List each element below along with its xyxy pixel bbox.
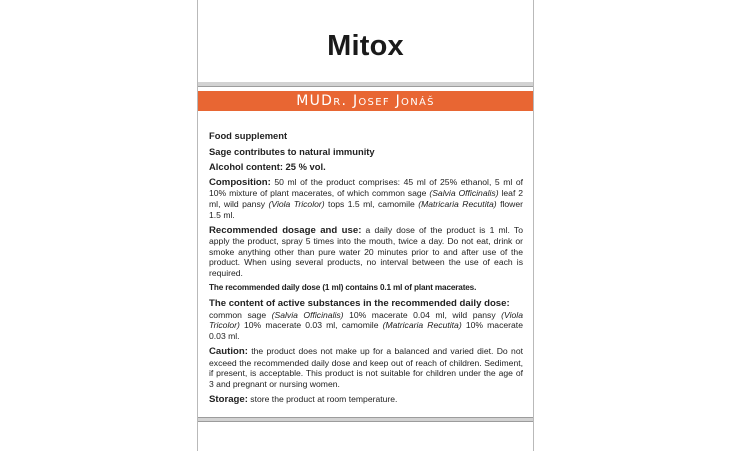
composition-text-4: flower 1.5 ml. bbox=[209, 198, 523, 220]
storage-label: Storage: bbox=[209, 393, 248, 405]
top-divider-band bbox=[198, 82, 533, 87]
product-title: Mitox bbox=[327, 30, 404, 62]
dosage-text: a daily dose of the product is 1 ml. To apply the product, spray 5 times into the mouth, twice a day. Do not eat, drink or smoke anything other than pure water 20 minutes prior to and after use of the product. When using several products, no interval between the use of each is required. bbox=[209, 224, 523, 279]
caution-text: the product does not make up for a balanced and varied diet. Do not exceed the recommended daily dose and keep out of reach of children. Sediment, if present, is acceptable. This product is not suitable for children under the age of 3 and pregnant or nursing women. bbox=[209, 346, 523, 389]
composition-text-1: 50 ml of the product comprises: 45 ml of 25% ethanol, 5 ml of 10% mixture of plant macerates, of which common sage bbox=[209, 176, 523, 199]
composition-latin-1: (Salvia Officinalis) bbox=[429, 188, 499, 199]
brand-name: MUDr. Josef Jonáš bbox=[296, 93, 435, 109]
active-text-2: 10% macerate 0.04 ml, wild pansy bbox=[343, 309, 502, 320]
brand-banner bbox=[198, 91, 533, 111]
label-text bbox=[209, 131, 523, 410]
composition-paragraph bbox=[209, 177, 523, 220]
claim-line: Sage contributes to natural immunity bbox=[209, 145, 375, 157]
daily-dose-note: The recommended daily dose (1 ml) contains 0.1 ml of plant macerates. bbox=[209, 283, 477, 293]
caution-paragraph bbox=[209, 346, 523, 389]
alcohol-content: Alcohol content: 25 % vol. bbox=[209, 160, 326, 172]
product-label bbox=[197, 0, 534, 451]
composition-latin-3: (Matricaria Recutita) bbox=[418, 198, 497, 209]
composition-text-3: tops 1.5 ml, camomile bbox=[324, 198, 419, 209]
composition-text-2: leaf 2 ml, wild pansy bbox=[209, 188, 523, 209]
active-text-3: 10% macerate 0.03 ml, camomile bbox=[239, 320, 383, 331]
bottom-divider-band bbox=[198, 417, 533, 422]
active-latin-3: (Matricaria Recutita) bbox=[382, 320, 462, 331]
active-text-4: 10% macerate 0.03 ml. bbox=[209, 320, 523, 341]
caution-label: Caution: bbox=[209, 346, 248, 358]
storage-paragraph bbox=[209, 394, 523, 406]
composition-latin-2: (Viola Tricolor) bbox=[268, 198, 325, 209]
active-latin-1: (Salvia Officinalis) bbox=[271, 309, 344, 320]
dosage-paragraph bbox=[209, 225, 523, 279]
active-text-1: common sage bbox=[209, 309, 272, 320]
active-substances-paragraph bbox=[209, 298, 523, 341]
active-latin-2: (Viola Tricolor) bbox=[209, 309, 523, 331]
dosage-label: Recommended dosage and use: bbox=[209, 224, 362, 236]
storage-text: store the product at room temperature. bbox=[247, 393, 398, 404]
composition-label: Composition: bbox=[209, 176, 271, 188]
type-line: Food supplement bbox=[209, 130, 288, 141]
active-substances-label: The content of active substances in the recommended daily dose: bbox=[209, 298, 510, 310]
